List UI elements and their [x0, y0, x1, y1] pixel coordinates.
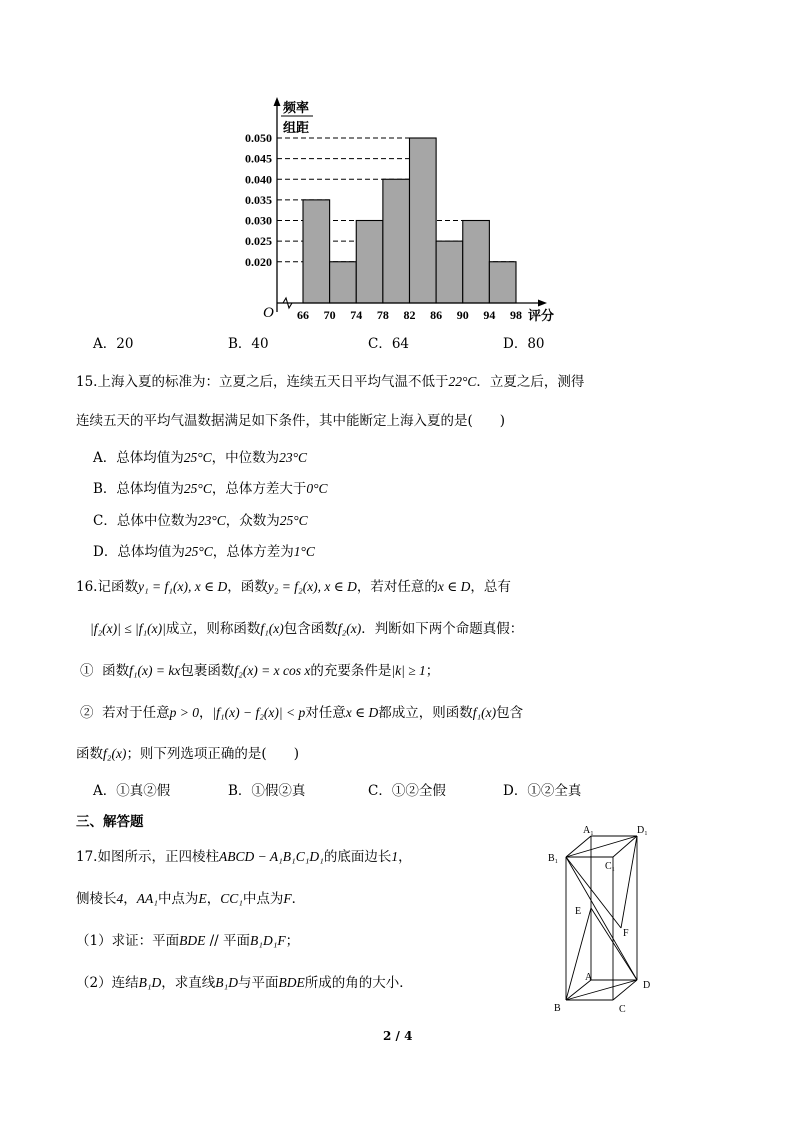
histogram-bar — [410, 138, 437, 303]
label-b1: B₁ — [548, 853, 559, 864]
section-title: 三、解答题 — [76, 814, 144, 830]
page-number: 2 / 4 — [383, 1029, 413, 1043]
q15-line-2: 连续五天的平均气温数据满足如下条件，其中能断定上海入夏的是( ) — [76, 413, 506, 429]
segment-b-d — [566, 980, 637, 1000]
edge-b-a — [566, 980, 591, 1000]
label-b: B — [554, 1003, 561, 1014]
x-tick-label: 66 — [297, 308, 309, 322]
q14-option-d: D．80 — [503, 336, 545, 352]
x-tick-label: 82 — [403, 308, 416, 322]
x-tick-label: 86 — [430, 308, 443, 322]
q16-line-4: ② 若对于任意p > 0，|f₁(x) − f₂(x)| < p对任意x ∈ D都成立，则函数f₁(x)包含 — [80, 705, 524, 721]
q17-line-1: 17.如图所示，正四棱柱ABCD − A₁B₁C₁D₁的底面边长1， — [76, 849, 412, 865]
q14-option-c: C．64 — [368, 336, 410, 352]
y-tick-label: 0.045 — [245, 151, 272, 166]
label-a1: A₁ — [583, 825, 594, 836]
q16-option-b: B．①假②真 — [228, 783, 306, 799]
x-tick-label: 98 — [510, 308, 522, 322]
y-tick-label: 0.035 — [245, 192, 272, 207]
histogram-bar — [330, 262, 357, 303]
x-tick-label: 78 — [376, 308, 389, 322]
q17-part-1: （1）求证：平面BDE // 平面B₁D₁F； — [76, 933, 300, 949]
q17-part-2: （2）连结B₁D，求直线B₁D与平面BDE所成的角的大小． — [76, 975, 413, 991]
y-tick-label: 0.050 — [245, 131, 272, 145]
y-tick-labels — [245, 131, 272, 269]
q16-line-1: 16.记函数y₁ = f₁(x), x ∈ D，函数y₂ = f₂(x), x ∈ D，若对任意的x ∈ D，总有 — [76, 579, 511, 595]
segment-b1-d1 — [566, 836, 637, 857]
q16-option-a: A．①真②假 — [93, 783, 171, 799]
origin-label: O — [263, 305, 274, 321]
histogram-bar — [356, 221, 383, 304]
y-axis-arrow — [274, 97, 281, 106]
segment-f-d1 — [621, 836, 637, 928]
q15-line-1: 15.上海入夏的标准为：立夏之后，连续五天日平均气温不低于22°C．立夏之后，测得 — [76, 374, 585, 390]
x-tick-label: 74 — [350, 308, 363, 322]
q16-line-3: ① 函数f₁(x) = kx包裹函数f₂(x) = x cos x的充要条件是|k| ≥ 1； — [80, 663, 440, 679]
q16-line-2: |f₂(x)| ≤ |f₁(x)|成立，则称函数f₁(x)包含函数f₂(x)．判断如下两个命题真假： — [90, 621, 524, 637]
x-tick-label: 90 — [456, 308, 469, 322]
histogram-bar — [436, 241, 463, 303]
frequency-histogram — [225, 92, 565, 327]
edge-b1-a1 — [566, 836, 591, 857]
q15-option-c: C．总体中位数为23°C，众数为25°C — [93, 513, 308, 529]
x-tick-labels — [297, 308, 522, 322]
label-d1: D₁ — [637, 825, 648, 836]
y-label-top: 频率 — [283, 100, 310, 115]
histogram-bar — [383, 179, 410, 303]
y-label-bottom: 组距 — [283, 120, 310, 135]
prism-figure — [545, 820, 665, 1020]
q14-option-b: B．40 — [228, 336, 269, 352]
x-tick-label: 70 — [323, 308, 336, 322]
x-axis-arrow — [538, 300, 547, 307]
label-d: D — [643, 980, 651, 991]
x-label: 评分 — [528, 308, 555, 323]
q15-option-b: B．总体均值为25°C，总体方差大于0°C — [93, 481, 328, 497]
x-tick-label: 94 — [483, 308, 496, 322]
label-f: F — [623, 928, 629, 939]
q16-line-5: 函数f₂(x)；则下列选项正确的是( ) — [76, 746, 299, 762]
segment-b-e — [566, 908, 591, 1000]
histogram-bar — [463, 221, 490, 304]
label-e: E — [575, 906, 582, 917]
label-c1: C₁ — [605, 861, 616, 872]
histogram-bar — [303, 200, 330, 303]
q17-line-2: 侧棱长4，AA₁中点为E，CC₁中点为F． — [76, 891, 306, 907]
q16-option-c: C．①②全假 — [368, 783, 446, 799]
q16-option-d: D．①②全真 — [503, 783, 582, 799]
y-tick-label: 0.030 — [245, 213, 272, 228]
q15-option-a: A．总体均值为25°C，中位数为23°C — [93, 450, 308, 466]
y-tick-label: 0.020 — [245, 254, 272, 269]
histogram-bar — [489, 262, 516, 303]
label-a: A — [585, 972, 593, 983]
q15-option-d: D．总体均值为25°C，总体方差为1°C — [93, 544, 315, 560]
y-tick-label: 0.025 — [245, 234, 272, 249]
y-tick-label: 0.040 — [245, 172, 272, 187]
q14-option-a: A．20 — [93, 336, 134, 352]
label-c: C — [619, 1004, 626, 1015]
